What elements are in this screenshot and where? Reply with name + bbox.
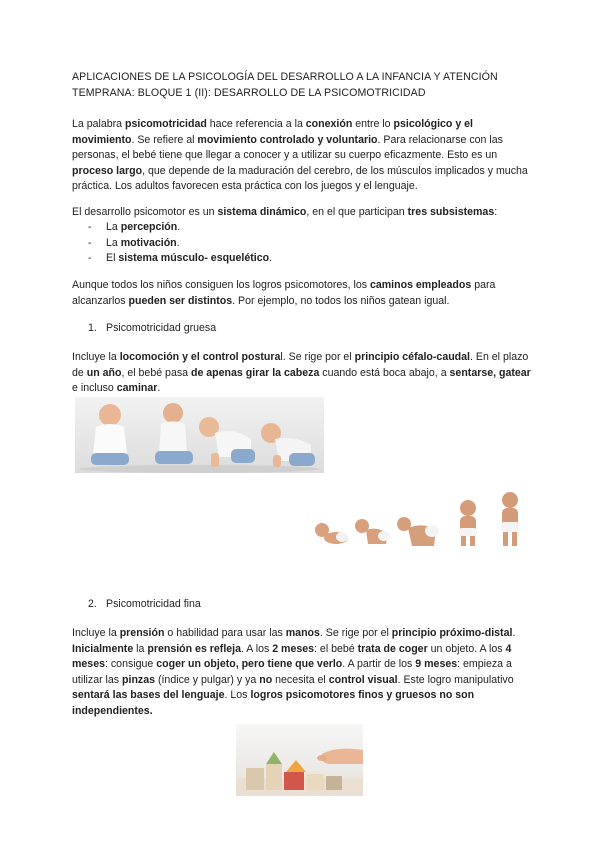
- paragraph-sistema-dinamico: El desarrollo psicomotor es un sistema dinámico, en el que participan tres subsistemas:: [72, 206, 498, 218]
- section-heading-gruesa: 1. Psicomotricidad gruesa: [88, 322, 217, 334]
- paragraph-gruesa: Incluye la locomoción y el control postural. Se rige por el principio céfalo-caudal. En el plazo de un año, el bebé pasa de apenas girar la cabeza cuando está boca abajo, a sentarse, gatear e incluso caminar.: [72, 351, 531, 394]
- photo-babies-walking-progression: [300, 486, 530, 549]
- list-item: - La percepción.: [88, 220, 272, 236]
- blocks-illustration: [236, 724, 363, 796]
- babies-illustration-1: [75, 397, 324, 473]
- baby-sitting-2: [155, 403, 193, 464]
- baby-crawl: [397, 517, 439, 546]
- baby-push-up: [355, 519, 390, 544]
- title-line-2: TEMPRANA: BLOQUE 1 (II): DESARROLLO DE LA PSICOMOTRICIDAD: [72, 86, 426, 99]
- baby-crawling-1: [199, 417, 255, 467]
- baby-belly: [315, 523, 348, 544]
- paragraph-caminos: Aunque todos los niños consiguen los logros psicomotores, los caminos empleados para alcanzarlos pueden ser distintos. Por ejemplo, no todos los niños gatean igual.: [72, 279, 496, 307]
- photo-hand-blocks: [236, 724, 363, 796]
- paragraph-fina: Incluye la prensión o habilidad para usar las manos. Se rige por el principio próximo-distal. Inicialmente la prensión es refleja. A los 2 meses: el bebé trata de coger un objeto. A los 4 meses: consigue coger un objeto, pero tiene que verlo. A partir de los 9 meses: empieza a utilizar las pinzas (índice y pulgar) y ya no necesita el control visual. Este logro manipulativo sentará las bases del lenguaje. Los logros psicomotores finos y gruesos no son independientes.: [72, 627, 516, 717]
- document-title: [72, 70, 532, 101]
- babies-illustration-2: [300, 486, 530, 549]
- section-heading-fina: 2. Psicomotricidad fina: [88, 598, 201, 610]
- list-item: - El sistema músculo- esquelético.: [88, 251, 272, 267]
- title-line-1: APLICACIONES DE LA PSICOLOGÍA DEL DESARROLLO A LA INFANCIA Y ATENCIÓN: [72, 71, 498, 83]
- baby-sitting-1: [91, 404, 129, 465]
- baby-crawling-2: [261, 423, 315, 467]
- subsystems-list: [88, 220, 272, 267]
- list-item: - La motivación.: [88, 236, 272, 252]
- baby-stand: [459, 500, 477, 546]
- photo-babies-sitting-crawling: [75, 397, 324, 473]
- baby-walk: [501, 492, 519, 546]
- paragraph-psicomotricidad: La palabra psicomotricidad hace referencia a la conexión entre lo psicológico y el movimiento. Se refiere al movimiento controlado y voluntario. Para relacionarse con las personas, el bebé tiene que llegar a conocer y a utilizar su cuerpo eficazmente. Esto es un proceso largo, que depende de la maduración del cerebro, de los músculos implicados y mucha práctica. Los adultos favorecen esta práctica con los juegos y el lenguaje.: [72, 118, 528, 192]
